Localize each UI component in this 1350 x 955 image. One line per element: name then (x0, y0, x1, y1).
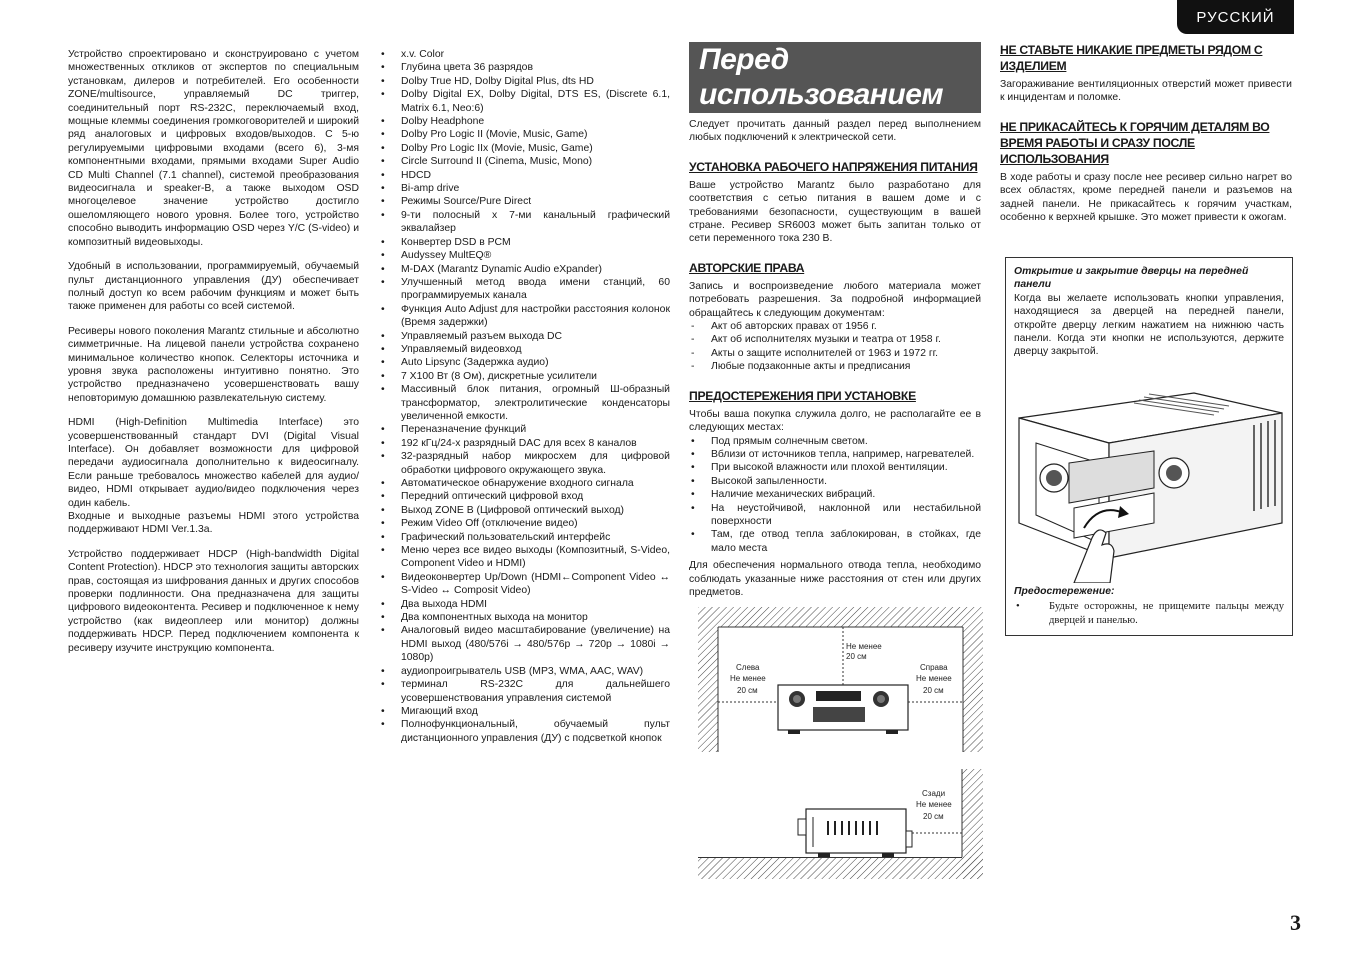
feature-item: • Полнофункциональный, обучаемый пульт дистанционного управления (ДУ) с подсветкой кнопок (379, 718, 670, 745)
copyright-text: Запись и воспроизведение любого материала может потребовать разрешения. За подробной информацией обращайтесь к следующим документам: (689, 280, 981, 319)
left-label: 20 см (737, 686, 758, 695)
door-note-heading: Открытие и закрытие дверцы на передней панели (1014, 266, 1249, 291)
feature-item: • HDCD (379, 169, 670, 182)
no-objects-text: Загораживание вентиляционных отверстий может привести к инцидентам и поломке. (1000, 79, 1292, 104)
feature-item: • Dolby Pro Logic II (Movie, Music, Game) (379, 128, 670, 141)
feature-item: • 7 X100 Вт (8 Ом), дискретные усилители (379, 370, 670, 383)
feature-item: • 192 кГц/24-х разрядный DAC для всех 8 каналов (379, 437, 670, 450)
feature-item: • Переназначение функций (379, 423, 670, 436)
list-item: - Акты о защите исполнителей от 1963 и 1972 гг. (689, 347, 981, 360)
feature-item: • Dolby Pro Logic IIx (Movie, Music, Game) (379, 142, 670, 155)
feature-item: • Bi-amp drive (379, 182, 670, 195)
right-label: Справа (920, 663, 948, 672)
right-label: 20 см (923, 686, 944, 695)
receiver-illustration (778, 685, 908, 734)
precautions-column (689, 118, 981, 610)
paragraph: Ресиверы нового поколения Marantz стильные и абсолютно симметричные. На лицевой панели устройства сохранено минимальное количество кнопок. Селекторы источника и уровня звука расположены интуитивно понятно. Это устройство предназначено усовершенствовать вашу неповторимую домашнюю развлекательную систему. (68, 325, 359, 404)
feature-item: • Автоматическое обнаружение входного сигнала (379, 477, 670, 490)
feature-item: • Мигающий вход (379, 705, 670, 718)
language-tab: РУССКИЙ (1177, 0, 1294, 34)
feature-item: • Конвертер DSD в PCM (379, 236, 670, 249)
back-label: 20 см (923, 812, 944, 821)
feature-item: • 32-разрядный набор микросхем для цифровой обработки цифрового окружающего звука. (379, 450, 670, 477)
feature-item: • Два компонентных выхода на монитор (379, 611, 670, 624)
feature-item: • Управляемый видеовход (379, 343, 670, 356)
feature-item: • Передний оптический цифровой вход (379, 490, 670, 503)
installation-list (689, 435, 981, 556)
caution-item: • Будьте осторожны, не прищемите пальцы между дверцей и панелью. (1014, 600, 1284, 628)
feature-item: • 9-ти полосный x 7-ми канальный графический эквалайзер (379, 209, 670, 236)
feature-item: • Режим Video Off (отключение видео) (379, 517, 670, 530)
title-line: использованием (699, 78, 944, 111)
clearance-diagram-back (698, 769, 983, 879)
hot-parts-text: В ходе работы и сразу после нее ресивер сильно нагрет во всех областях, кроме передней панели и разъемов на задней панели. Не прикасайтесь к горячим участкам, особенно к верхней крышке. Это может привести к ожогам. (1000, 171, 1292, 224)
clearance-diagram-front (698, 607, 983, 752)
list-item: • На неустойчивой, наклонной или нестабильной поверхности (689, 502, 981, 529)
paragraph: Удобный в использовании, программируемый, обучаемый пульт дистанционного управления (ДУ) обеспечивает полный доступ ко всем рабочим функциям и может быть также применен для работы со всей системой. (68, 261, 359, 313)
heading-installation: ПРЕДОСТЕРЕЖЕНИЯ ПРИ УСТАНОВКЕ (689, 388, 916, 403)
intro-text: Следует прочитать данный раздел перед выполнением любых подключений к электрической сети. (689, 119, 981, 144)
features-list (379, 48, 670, 745)
intro-column (68, 48, 359, 666)
left-label: Слева (736, 663, 760, 672)
heading-copyright: АВТОРСКИЕ ПРАВА (689, 260, 805, 275)
feature-item: • Dolby Digital EX, Dolby Digital, DTS ES, (Discrete 6.1, Matrix 6.1, Neo:6) (379, 88, 670, 115)
feature-item: • Выход ZONE B (Цифровой оптический выход) (379, 504, 670, 517)
feature-item: • Dolby True HD, Dolby Digital Plus, dts HD (379, 75, 670, 88)
feature-item: • Графический пользовательский интерфейс (379, 531, 670, 544)
warnings-column (1000, 42, 1292, 235)
title-line: Перед (699, 43, 789, 76)
list-item: • Вблизи от источников тепла, например, нагревателей. (689, 448, 981, 461)
feature-item: • Управляемый разъем выхода DC (379, 330, 670, 343)
heading-no-objects: НЕ СТАВЬТЕ НИКАКИЕ ПРЕДМЕТЫ РЯДОМ С ИЗДЕЛИЕМ (1000, 43, 1263, 73)
voltage-text: Ваше устройство Marantz было разработано для соответствия с сетью питания в вашем доме и с требованиями безопасности, существующим в вашей стране. Ресивер SR6003 может быть запитан только от сети переменного тока 230 В. (689, 179, 981, 245)
feature-item: • Аналоговый видео масштабирование (увеличение) на HDMI выход (480/576i → 480/576p → 720p → 1080i → 1080p) (379, 624, 670, 664)
feature-item: • Массивный блок питания, огромный Ш-образный трансформатор, электролитические конденсаторы увеличенной емкости. (379, 383, 670, 423)
feature-item: • Функция Auto Adjust для настройки расстояния колонок (Время задержки) (379, 303, 670, 330)
paragraph: HDMI (High-Definition Multimedia Interface) это усовершенствованный стандарт DVI (Digital Visual Interface). Он добавляет возможности для цифровой передачи аудиосигнала дополнительно к видеосигналу. Если раньше требовалось множество кабелей для аудио/видео, HDMI открывает аудио/видео подключения через один кабель. (68, 417, 359, 509)
caution-list (1014, 600, 1284, 628)
list-item: - Акт об авторских правах от 1956 г. (689, 320, 981, 333)
list-item: - Любые подзаконные акты и предписания (689, 360, 981, 373)
receiver-side-illustration (798, 809, 912, 857)
ventilation-text: Для обеспечения нормального отвода тепла, необходимо соблюдать указанные ниже расстояния от стен или других предметов. (689, 560, 981, 598)
feature-item: • Auto Lipsync (Задержка аудио) (379, 356, 670, 369)
feature-item: • Circle Surround II (Cinema, Music, Mono) (379, 155, 670, 168)
paragraph: Устройство спроектировано и сконструировано с учетом множественных откликов от экспертов по специальным установкам, дилеров и потребителей. Его особенности ZONE/multisource, управляемый DC триггер, соединительный порт RS-232C, переключаемый вход, мощные клеммы соединения громкоговорителей и широкий ряд аналоговых и цифровых входов/выходов. С 5-ю регулируемыми цифровыми входами (всего 6), 3-мя компонентными входами, прямыми входами Super Audio CD Multi Channel (7.1 channel), системой преобразования видеосигнала и speaker-B, а также выходом OSD многоцелевое значение устройство достигло ошеломляющего нового уровня. Более того, устройство способно выводить информацию OSD через Y/C (S-video) и композитный видеовыходы. (68, 49, 359, 248)
right-label: Не менее (916, 674, 952, 683)
installation-text: Чтобы ваша покупка служила долго, не располагайте ее в следующих местах: (689, 408, 981, 434)
copyright-list (689, 320, 981, 374)
feature-item: • аудиопроигрыватель USB (MP3, WMA, AAC, WAV) (379, 665, 670, 678)
list-item: • При высокой влажности или плохой вентиляции. (689, 461, 981, 474)
list-item: • Под прямым солнечным светом. (689, 435, 981, 448)
page-number: 3 (1290, 910, 1301, 935)
paragraph: Входные и выходные разъемы HDMI этого устройства поддерживают HDMI Ver.1.3a. (68, 511, 359, 536)
section-title (689, 42, 981, 113)
feature-item: • терминал RS-232C для дальнейшего усовершенствования управления системой (379, 678, 670, 705)
back-label: Сзади (922, 789, 946, 798)
back-label: Не менее (916, 800, 952, 809)
door-opening-illustration (1014, 363, 1284, 583)
feature-item: • Режимы Source/Pure Direct (379, 195, 670, 208)
caution-heading: Предостережение: (1014, 585, 1115, 597)
paragraph: Устройство поддерживает HDCP (High-bandwidth Digital Content Protection). HDCP это технология защиты авторских прав, состоящая из шифрования данных и других способов проверки подлинности. Она предназначена для защиты цифрового видеоконтента. Ресивер и подключенное к нему устройство (как видеоплеер или монитор) должны поддерживать HDCP. Перед подключением компонента к ресиверу изучите инструкцию компонента. (68, 548, 359, 654)
feature-item: • Два выхода HDMI (379, 598, 670, 611)
left-label: Не менее (730, 674, 766, 683)
feature-item: • Улучшенный метод ввода имени станций, 60 программируемых канала (379, 276, 670, 303)
list-item: - Акт об исполнителях музыки и театра от 1958 г. (689, 333, 981, 346)
list-item: • Там, где отвод тепла заблокирован, в стойках, где мало места (689, 528, 981, 555)
heading-hot-parts: НЕ ПРИКАСАЙТЕСЬ К ГОРЯЧИМ ДЕТАЛЯМ ВО ВРЕМЯ РАБОТЫ И СРАЗУ ПОСЛЕ ИСПОЛЬЗОВАНИЯ (1000, 119, 1270, 166)
top-label: 20 см (846, 652, 867, 661)
feature-item: • Видеоконвертер Up/Down (HDMI←Component Video ↔ S-Video ↔ Composit Video) (379, 571, 670, 598)
door-note-box (1005, 257, 1293, 636)
feature-item: • M-DAX (Marantz Dynamic Audio eXpander) (379, 263, 670, 276)
top-label: Не менее (846, 642, 882, 651)
feature-item: • Глубина цвета 36 разрядов (379, 61, 670, 74)
feature-item: • x.v. Color (379, 48, 670, 61)
feature-item: • Audyssey MultEQ® (379, 249, 670, 262)
feature-item: • Dolby Headphone (379, 115, 670, 128)
features-column (379, 48, 670, 745)
feature-item: • Меню через все видео выходы (Композитный, S-Video, Component Video и HDMI) (379, 544, 670, 571)
heading-voltage: УСТАНОВКА РАБОЧЕГО НАПРЯЖЕНИЯ ПИТАНИЯ (689, 159, 978, 174)
list-item: • Высокой запыленности. (689, 475, 981, 488)
list-item: • Наличие механических вибраций. (689, 488, 981, 501)
door-note-text: Когда вы желаете использовать кнопки управления, находящиеся за дверцей на передней панели, откройте дверцу легким нажатием на нижнюю часть панели. Когда эти кнопки не используются, держите дверцу закрытой. (1014, 292, 1284, 358)
